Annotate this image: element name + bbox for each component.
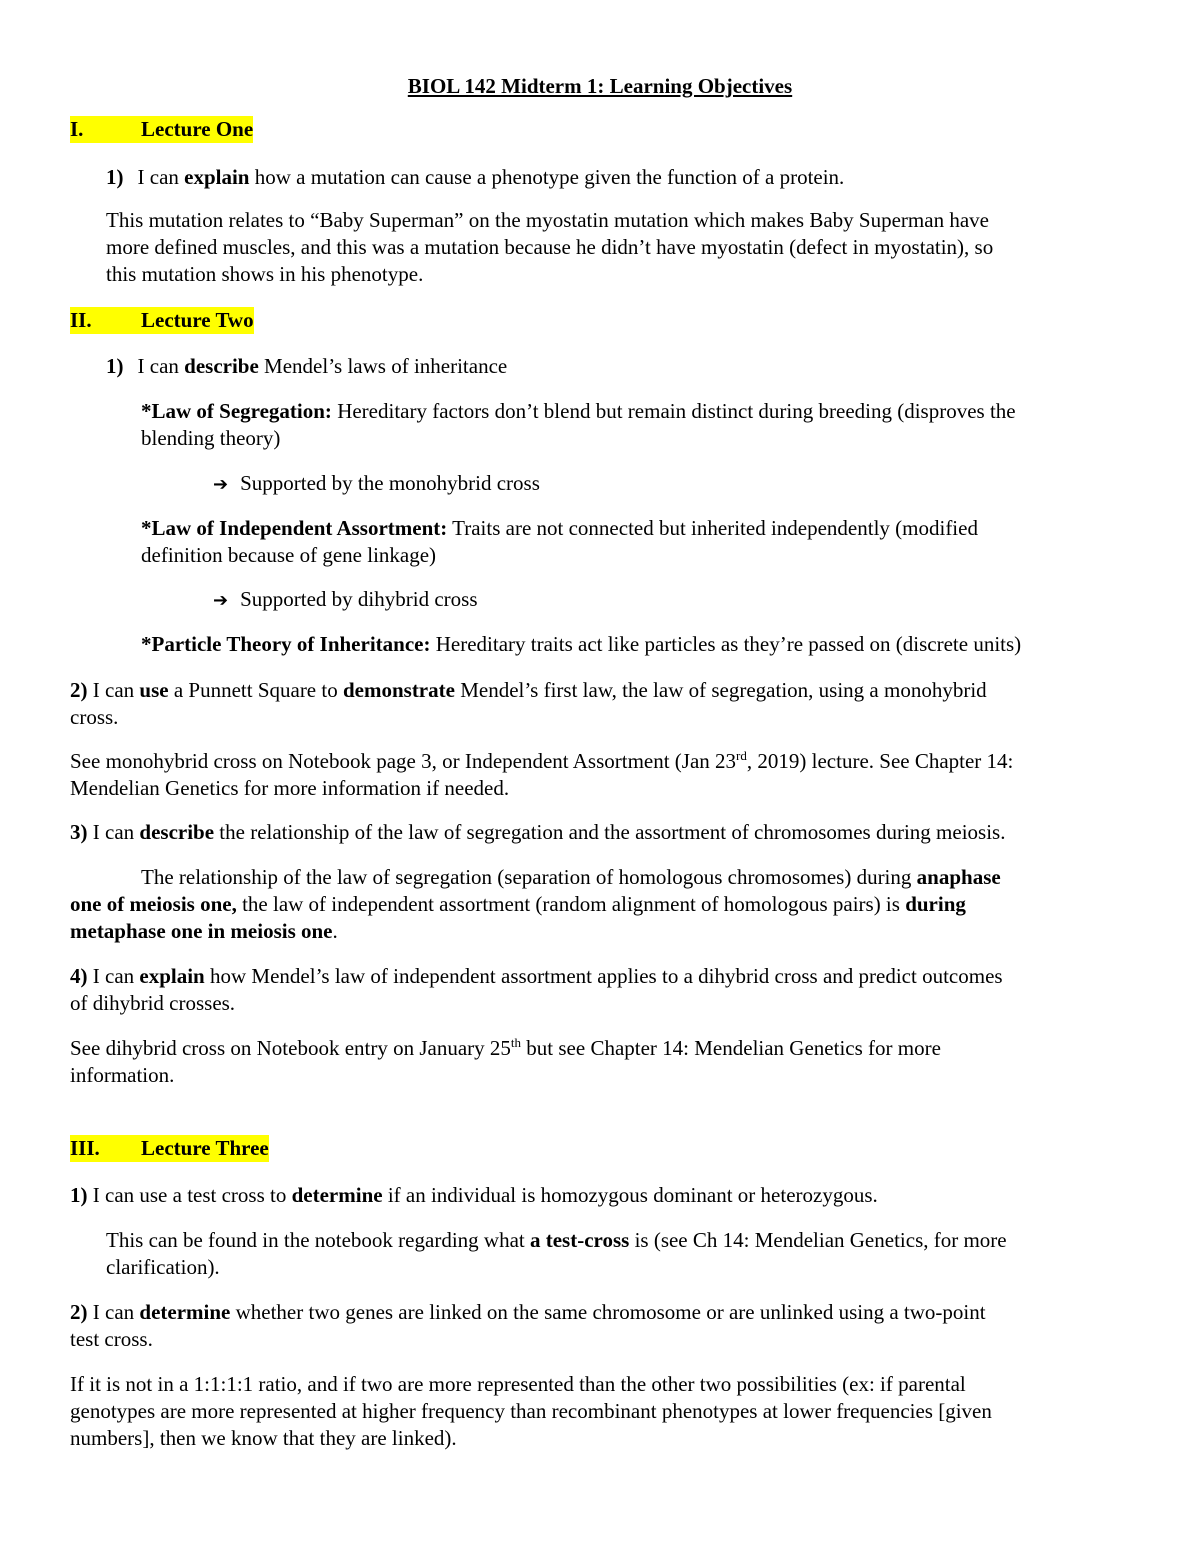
objective-number: 2) bbox=[70, 678, 88, 702]
definition-independent-assortment: *Law of Independent Assortment: Traits are not connected but inherited independently (modified bbox=[141, 516, 978, 540]
paragraph-line: Mendelian Genetics for more information if needed. bbox=[70, 776, 510, 800]
paragraph-line: This mutation relates to “Baby Superman” on the myostatin mutation which makes Baby Superman have bbox=[106, 208, 989, 232]
section-title: Lecture Three bbox=[141, 1136, 269, 1160]
definition-segregation: *Law of Segregation: Hereditary factors don’t blend but remain distinct during breeding (disproves the bbox=[141, 399, 1016, 423]
paragraph-line: genotypes are more represented at higher frequency than recombinant phenotypes at lower frequencies [given bbox=[70, 1399, 992, 1423]
section-numeral: III. bbox=[70, 1136, 100, 1160]
objective-line: 3) I can describe the relationship of the law of segregation and the assortment of chromosomes during meiosis. bbox=[70, 820, 1006, 844]
section-numeral: II. bbox=[70, 308, 92, 332]
objective-number: 4) bbox=[70, 964, 88, 988]
section-title: Lecture One bbox=[141, 117, 254, 141]
paragraph-line: cross. bbox=[70, 705, 119, 729]
paragraph-line: information. bbox=[70, 1063, 175, 1087]
paragraph-line: The relationship of the law of segregation (separation of homologous chromosomes) during anaphase bbox=[141, 865, 1001, 889]
objective-line: 1) I can explain how a mutation can cause a phenotype given the function of a protein. bbox=[106, 165, 845, 189]
objective-number: 2) bbox=[70, 1300, 88, 1324]
paragraph-line: numbers], then we know that they are linked). bbox=[70, 1426, 457, 1450]
document-title: BIOL 142 Midterm 1: Learning Objectives bbox=[407, 74, 793, 98]
objective-number: 1) bbox=[106, 165, 124, 189]
paragraph-line: one of meiosis one, the law of independent assortment (random alignment of homologous pairs) is during bbox=[70, 892, 966, 916]
paragraph-line: this mutation shows in his phenotype. bbox=[106, 262, 424, 286]
paragraph-line: test cross. bbox=[70, 1327, 153, 1351]
objective-number: 3) bbox=[70, 820, 88, 844]
section-numeral: I. bbox=[70, 117, 84, 141]
paragraph-line: See monohybrid cross on Notebook page 3, or Independent Assortment (Jan 23rd, 2019) lecture. See Chapter 14: bbox=[70, 748, 1014, 773]
section-heading-lecture-two bbox=[70, 307, 254, 334]
supported-by-monohybrid: ➔ Supported by the monohybrid cross bbox=[213, 471, 540, 495]
objective-number: 1) bbox=[106, 354, 124, 378]
objective-line: 2) I can determine whether two genes are linked on the same chromosome or are unlinked using a two-point bbox=[70, 1300, 986, 1324]
paragraph-line: blending theory) bbox=[141, 426, 281, 450]
paragraph-line: See dihybrid cross on Notebook entry on January 25th but see Chapter 14: Mendelian Genetics for more bbox=[70, 1035, 941, 1060]
supported-by-dihybrid: ➔ Supported by dihybrid cross bbox=[213, 587, 478, 611]
right-arrow-icon: ➔ bbox=[213, 474, 229, 495]
section-heading-lecture-one bbox=[70, 116, 253, 143]
paragraph-line: of dihybrid crosses. bbox=[70, 991, 236, 1015]
objective-line: 4) I can explain how Mendel’s law of independent assortment applies to a dihybrid cross and predict outcomes bbox=[70, 964, 1003, 988]
objective-line: 1) I can use a test cross to determine if an individual is homozygous dominant or heterozygous. bbox=[70, 1183, 878, 1207]
objective-line: 1) I can describe Mendel’s laws of inheritance bbox=[106, 354, 508, 378]
paragraph-line: definition because of gene linkage) bbox=[141, 543, 437, 567]
paragraph-line: clarification). bbox=[106, 1255, 220, 1279]
paragraph-line: metaphase one in meiosis one. bbox=[70, 919, 338, 943]
paragraph-line: If it is not in a 1:1:1:1 ratio, and if two are more represented than the other two possibilities (ex: if parental bbox=[70, 1372, 966, 1396]
definition-particle-theory: *Particle Theory of Inheritance: Hereditary traits act like particles as they’re passed on (discrete units) bbox=[141, 632, 1022, 656]
section-heading-lecture-three bbox=[70, 1135, 269, 1162]
objective-number: 1) bbox=[70, 1183, 88, 1207]
paragraph-line: This can be found in the notebook regarding what a test-cross is (see Ch 14: Mendelian Genetics, for more bbox=[106, 1228, 1007, 1252]
section-title: Lecture Two bbox=[141, 308, 254, 332]
right-arrow-icon: ➔ bbox=[213, 590, 229, 611]
paragraph-line: more defined muscles, and this was a mutation because he didn’t have myostatin (defect in myostatin), so bbox=[106, 235, 994, 259]
objective-line: 2) I can use a Punnett Square to demonstrate Mendel’s first law, the law of segregation, using a monohybrid bbox=[70, 678, 987, 702]
